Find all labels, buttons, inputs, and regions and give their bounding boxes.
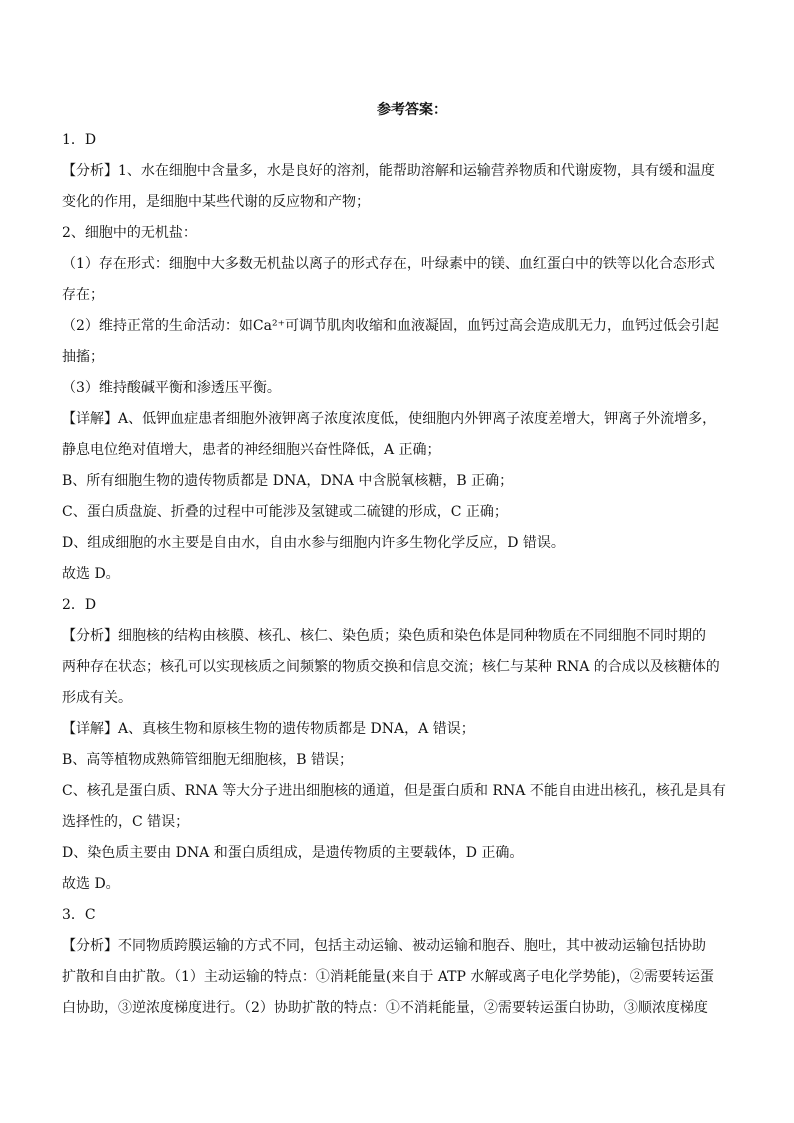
explanation-line: 【详解】A、低钾血症患者细胞外液钾离子浓度浓度低，使细胞内外钾离子浓度差增大，钾离子外流增多， — [62, 411, 717, 427]
explanation-line: 【详解】A、真核生物和原核生物的遗传物质都是 DNA，A 错误； — [62, 721, 475, 737]
conclusion-line: 故选 D。 — [62, 876, 120, 892]
answer-number-2: 2．D — [62, 597, 97, 613]
explanation-line: C、蛋白质盘旋、折叠的过程中可能涉及氢键或二硫键的形成，C 正确； — [62, 504, 508, 520]
conclusion-line: 故选 D。 — [62, 566, 120, 582]
analysis-line: （1）存在形式：细胞中大多数无机盐以离子的形式存在，叶绿素中的镁、血红蛋白中的铁等以化合态形式 — [62, 256, 715, 272]
analysis-line: 【分析】不同物质跨膜运输的方式不同，包括主动运输、被动运输和胞吞、胞吐，其中被动运输包括协助 — [62, 938, 706, 954]
analysis-line: 抽搐； — [62, 349, 104, 365]
answer-number-3: 3．C — [62, 907, 96, 923]
answer-number-1: 1．D — [62, 132, 97, 148]
analysis-line: 【分析】1、水在细胞中含量多，水是良好的溶剂，能帮助溶解和运输营养物质和代谢废物，具有缓和温度 — [62, 163, 715, 179]
answer-document — [62, 99, 732, 1024]
explanation-line: C、核孔是蛋白质、RNA 等大分子进出细胞核的通道，但是蛋白质和 RNA 不能自由进出核孔，核孔是具有 — [62, 783, 726, 799]
explanation-line: B、所有细胞生物的遗传物质都是 DNA，DNA 中含脱氧核糖，B 正确； — [62, 473, 514, 489]
analysis-line: 存在； — [62, 287, 104, 303]
analysis-line: （3）维持酸碱平衡和渗透压平衡。 — [62, 380, 281, 396]
analysis-line: 【分析】细胞核的结构由核膜、核孔、核仁、染色质；染色质和染色体是同种物质在不同细胞不同时期的 — [62, 628, 706, 644]
analysis-line: 扩散和自由扩散。（1）主动运输的特点：①消耗能量(来自于 ATP 水解或离子电化学势能)，②需要转运蛋 — [62, 969, 714, 985]
explanation-line: D、染色质主要由 DNA 和蛋白质组成，是遗传物质的主要载体，D 正确。 — [62, 845, 524, 861]
analysis-line: 2、细胞中的无机盐： — [62, 225, 197, 241]
analysis-line: （2）维持正常的生命活动：如Ca²⁺可调节肌肉收缩和血液凝固，血钙过高会造成肌无力，血钙过低会引起 — [62, 318, 719, 334]
explanation-line: 静息电位绝对值增大，患者的神经细胞兴奋性降低，A 正确； — [62, 442, 441, 458]
page-title: 参考答案： — [377, 102, 447, 118]
explanation-line: 选择性的，C 错误； — [62, 814, 190, 830]
analysis-line: 形成有关。 — [62, 690, 132, 706]
analysis-line: 白协助，③逆浓度梯度进行。（2）协助扩散的特点：①不消耗能量，②需要转运蛋白协助，③顺浓度梯度 — [62, 1000, 708, 1016]
analysis-line: 变化的作用，是细胞中某些代谢的反应物和产物； — [62, 194, 370, 210]
explanation-line: D、组成细胞的水主要是自由水，自由水参与细胞内许多生物化学反应，D 错误。 — [62, 535, 565, 551]
analysis-line: 两种存在状态；核孔可以实现核质之间频繁的物质交换和信息交流；核仁与某种 RNA 的合成以及核糖体的 — [62, 659, 720, 675]
explanation-line: B、高等植物成熟筛管细胞无细胞核，B 错误； — [62, 752, 354, 768]
